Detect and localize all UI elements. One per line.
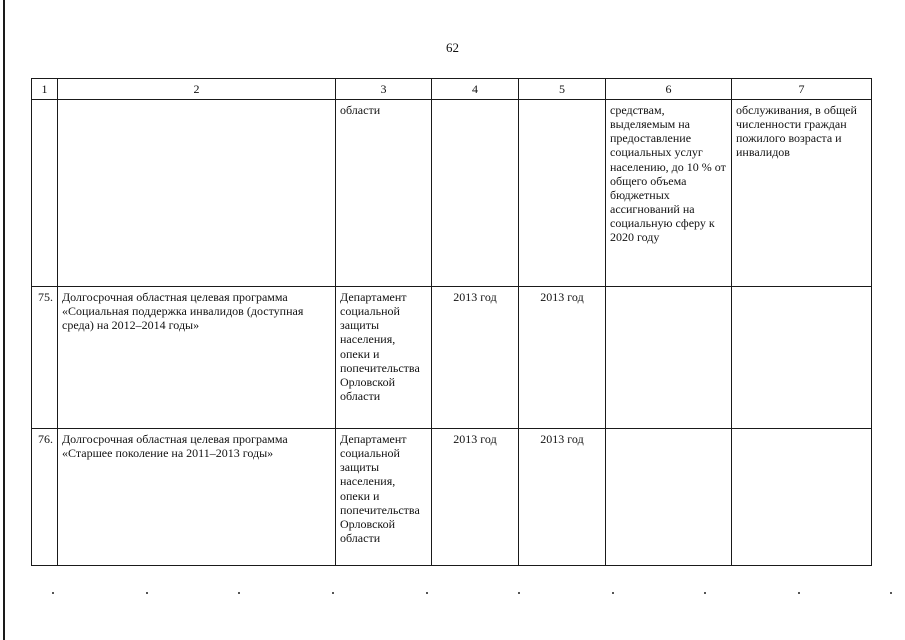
table-row	[32, 287, 872, 429]
program-table	[31, 78, 872, 566]
note-cell	[732, 287, 872, 429]
column-header: 2	[58, 79, 336, 100]
indicator-cell: средствам, выделяемым на предоставление социальных услуг населению, до 10 % от общего объема бюджетных ассигнований на социальную сферу к 2020 году	[606, 100, 732, 287]
table-row	[32, 100, 872, 287]
note-cell	[732, 429, 872, 566]
column-header: 3	[336, 79, 432, 100]
column-header: 4	[432, 79, 519, 100]
scan-left-edge	[3, 0, 5, 640]
indicator-cell	[606, 429, 732, 566]
table-row	[32, 429, 872, 566]
scan-bottom-specks	[40, 592, 895, 598]
row-number-cell	[32, 100, 58, 287]
column-header: 7	[732, 79, 872, 100]
department-cell: области	[336, 100, 432, 287]
program-cell: Долгосрочная областная целевая программа «Старшее поколение на 2011–2013 годы»	[58, 429, 336, 566]
page-number: 62	[446, 40, 459, 55]
department-cell: Департамент социальной защиты населения, опеки и попечительства Орловской области	[336, 429, 432, 566]
program-cell	[58, 100, 336, 287]
department-cell: Департамент социальной защиты населения, опеки и попечительства Орловской области	[336, 287, 432, 429]
column-number-row	[32, 79, 872, 100]
indicator-cell	[606, 287, 732, 429]
start-year-cell: 2013 год	[432, 429, 519, 566]
end-year-cell: 2013 год	[519, 429, 606, 566]
program-cell: Долгосрочная областная целевая программа «Социальная поддержка инвалидов (доступная среда) на 2012–2014 годы»	[58, 287, 336, 429]
row-number-cell: 75.	[32, 287, 58, 429]
start-year-cell	[432, 100, 519, 287]
row-number-cell: 76.	[32, 429, 58, 566]
column-header: 1	[32, 79, 58, 100]
column-header: 5	[519, 79, 606, 100]
end-year-cell	[519, 100, 606, 287]
end-year-cell: 2013 год	[519, 287, 606, 429]
note-cell: обслуживания, в общей численности граждан пожилого возраста и инвалидов	[732, 100, 872, 287]
start-year-cell: 2013 год	[432, 287, 519, 429]
column-header: 6	[606, 79, 732, 100]
